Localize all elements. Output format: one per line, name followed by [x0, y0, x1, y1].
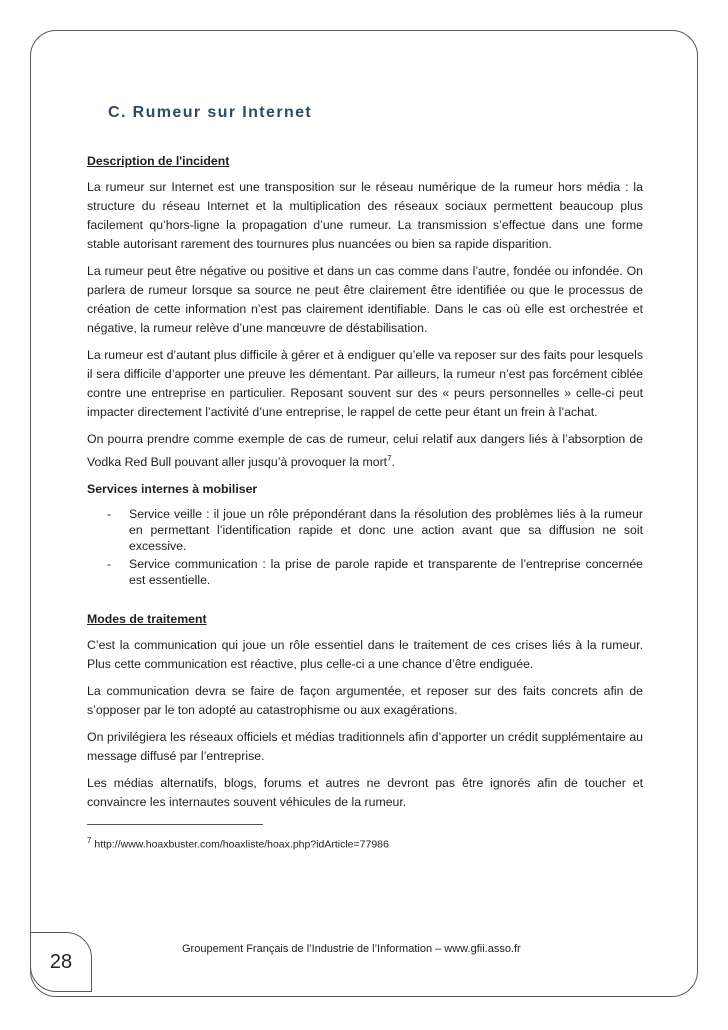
footnote-link[interactable]: http://www.hoaxbuster.com/hoaxliste/hoax.php?idArticle=77986: [94, 838, 389, 851]
incident-paragraph-1: La rumeur sur Internet est une transposition sur le réseau numérique de la rumeur hors média : la structure du réseau Internet et la multiplication des réseaux sociaux permettent beaucoup plus facilement qu’hors-ligne la propagation d’une rumeur. La transmission s’effectue dans une forme stable autorisant rarement des tournures plus nuancées ou bien sa rapide disparition.: [87, 180, 643, 251]
services-list: [87, 506, 643, 588]
footnote: [87, 831, 643, 855]
incident-heading: Description de l'incident: [87, 154, 230, 168]
traitement-heading: Modes de traitement: [87, 612, 207, 627]
page-footer: Groupement Français de l’Industrie de l’Information – www.gfii.asso.fr: [182, 943, 521, 955]
service-item-veille: - Service veille : il joue un rôle prépondérant dans la résolution des problèmes liés à la rumeur en permettant l’identification rapide et donc une action avant que sa diffusion ne soit excessive.: [129, 506, 643, 554]
page-number: 28: [30, 932, 92, 992]
incident-paragraph-3: La rumeur est d’autant plus difficile à gérer et à endiguer qu’elle va reposer sur des faits pour lesquels il sera difficile d’apporter une preuve les démentant. Par ailleurs, la rumeur n’est pas forcément ciblée contre une entreprise en particulier. Reposant souvent sur des « peurs personnelles » celle-ci peut impacter directement l’activité d’une entreprise, le rappel de cette peur étant un frein à l’achat.: [87, 348, 643, 419]
incident-paragraph-2: La rumeur peut être négative ou positive et dans un cas comme dans l’autre, fondée ou infondée. On parlera de rumeur lorsque sa source ne peut être clairement être identifiée ou que le processus de création de cette information n’est pas clairement identifiable. Dans le cas où elle est orchestrée et négative, la rumeur relève d’une manœuvre de déstabilisation.: [87, 264, 643, 335]
incident-paragraph-4-text: On pourra prendre comme exemple de cas de rumeur, celui relatif aux dangers liés à l’absorption de Vodka Red Bull pouvant aller jusqu’à provoquer la mort: [87, 432, 643, 470]
traitement-paragraph-3: On privilégiera les réseaux officiels et médias traditionnels afin d’apporter un crédit supplémentaire au message diffusé par l’entreprise.: [87, 730, 643, 764]
spacer: [87, 596, 643, 610]
traitement-paragraph-2: La communication devra se faire de façon argumentée, et reposer sur des faits concrets afin de s’opposer par le ton adopté au catastrophisme ou aux exagérations.: [87, 684, 643, 718]
footnote-divider: [87, 824, 263, 825]
service-item-communication: - Service communication : la prise de parole rapide et transparente de l’entreprise concernée est essentielle.: [129, 556, 643, 588]
footnote-ref: 7: [387, 454, 392, 463]
page-content: [87, 152, 643, 855]
section-title: C. Rumeur sur Internet: [108, 104, 313, 121]
services-heading: Services internes à mobiliser: [87, 482, 258, 497]
traitement-paragraph-1: C’est la communication qui joue un rôle essentiel dans le traitement de ces crises liés à la rumeur. Plus cette communication est réactive, plus celle-ci a une chance d’être endiguée.: [87, 638, 643, 672]
incident-paragraph-4: [87, 430, 643, 472]
footnote-number: 7: [87, 836, 92, 846]
incident-paragraph-4-end: .: [391, 455, 395, 470]
traitement-paragraph-4: Les médias alternatifs, blogs, forums et autres ne devront pas être ignorés afin de toucher et convaincre les internautes souvent véhicules de la rumeur.: [87, 776, 643, 810]
